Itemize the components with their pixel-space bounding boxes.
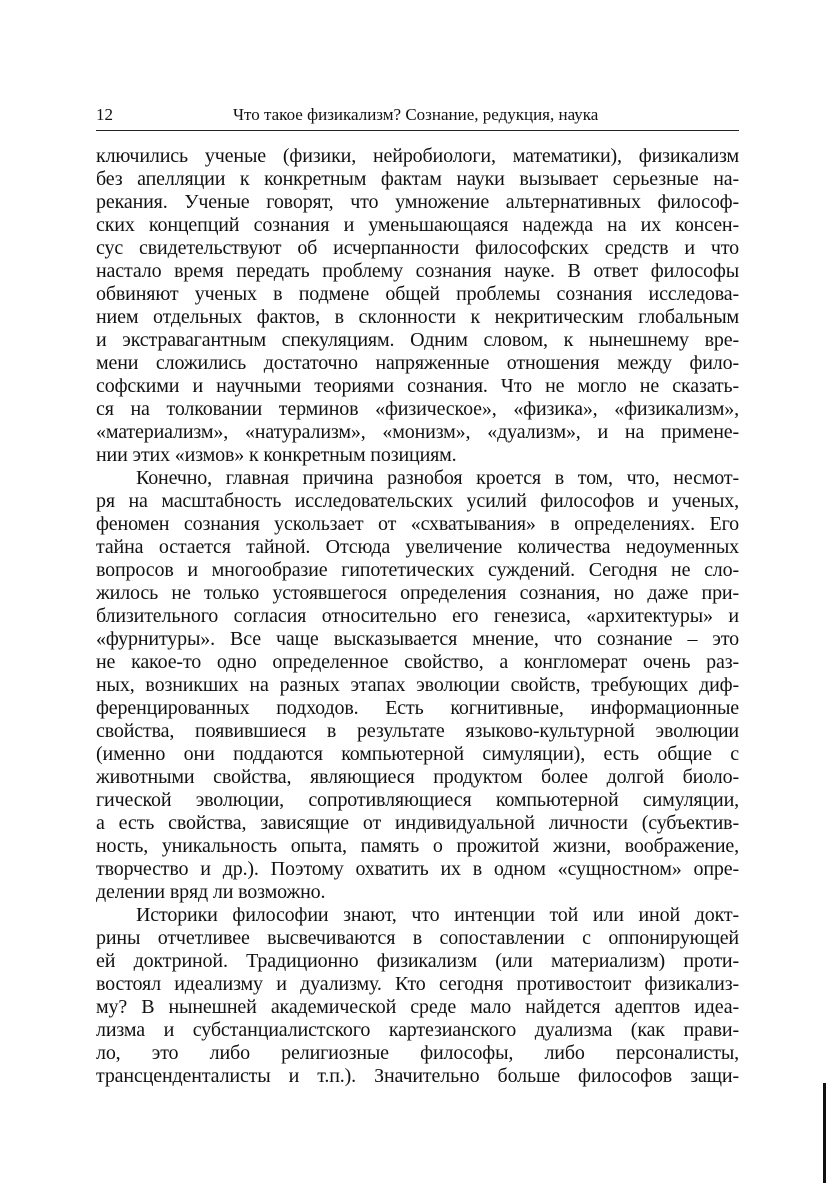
- text-line: ло, это либо религиозные философы, либо персоналисты,: [96, 1042, 739, 1064]
- text-line: рекания. Ученые говорят, что умножение альтернативных философ-: [96, 191, 739, 213]
- text-line: творчество и др.). Поэтому охватить их в одном «сущностном» опре-: [96, 858, 739, 880]
- text-line: феномен сознания ускользает от «схватывания» в определениях. Его: [96, 513, 739, 535]
- text-line: гической эволюции, сопротивляющиеся компьютерной симуляции,: [96, 789, 739, 811]
- text-line: без апелляции к конкретным фактам науки вызывает серьезные на-: [96, 168, 739, 190]
- margin-mark: [823, 1083, 826, 1183]
- text-line: «фурнитуры». Все чаще высказывается мнение, что сознание – это: [96, 628, 739, 650]
- text-line: свойства, появившиеся в результате языково-культурной эволюции: [96, 720, 739, 742]
- text-line: жилось не только устоявшегося определения сознания, но даже при-: [96, 582, 739, 604]
- text-line: «материализм», «натурализм», «монизм», «дуализм», и на примене-: [96, 421, 739, 443]
- text-line: а есть свойства, зависящие от индивидуальной личности (субъектив-: [96, 812, 739, 834]
- text-line: не какое-то одно определенное свойство, а конгломерат очень раз-: [96, 651, 739, 673]
- text-line: софскими и научными теориями сознания. Что не могло не сказать-: [96, 375, 739, 397]
- paragraph: [96, 467, 739, 904]
- text-line: ных, возникших на разных этапах эволюции свойств, требующих диф-: [96, 674, 739, 696]
- text-line: ференцированных подходов. Есть когнитивные, информационные: [96, 697, 739, 719]
- text-line: ключились ученые (физики, нейробиологи, математики), физикализм: [96, 145, 739, 167]
- text-line: трансценденталисты и т.п.). Значительно больше философов защи-: [96, 1065, 739, 1087]
- text-line: ей доктриной. Традиционно физикализм (или материализм) проти-: [96, 950, 739, 972]
- text-line: и экстравагантным спекуляциям. Одним словом, к нынешнему вре-: [96, 329, 739, 351]
- text-line: ря на масштабность исследовательских усилий философов и ученых,: [96, 490, 739, 512]
- text-line: му? В нынешней академической среде мало найдется адептов идеа-: [96, 996, 739, 1018]
- running-header-title: Что такое физикализм? Сознание, редукция, наука: [233, 105, 599, 124]
- book-page: [96, 100, 739, 1088]
- text-line: тайна остается тайной. Отсюда увеличение количества недоуменных: [96, 536, 739, 558]
- text-line: обвиняют ученых в подмене общей проблемы сознания исследова-: [96, 283, 739, 305]
- text-line: Конечно, главная причина разнобоя кроется в том, что, несмот-: [136, 467, 739, 489]
- text-line: делении вряд ли возможно.: [96, 881, 326, 903]
- text-line: лизма и субстанциалистского картезианского дуализма (как прави-: [96, 1019, 739, 1041]
- text-line: (именно они поддаются компьютерной симуляции), есть общие с: [96, 743, 739, 765]
- text-line: сус свидетельствуют об исчерпанности философских средств и что: [96, 237, 739, 259]
- text-line: настало время передать проблему сознания науке. В ответ философы: [96, 260, 739, 282]
- text-line: нием отдельных фактов, в склонности к некритическим глобальным: [96, 306, 739, 328]
- text-line: мени сложились достаточно напряженные отношения между фило-: [96, 352, 739, 374]
- text-line: близительного согласия относительно его генезиса, «архитектуры» и: [96, 605, 739, 627]
- text-line: ся на толковании терминов «физическое», «физика», «физикализм»,: [96, 398, 739, 420]
- text-line: вопросов и многообразие гипотетических суждений. Сегодня не сло-: [96, 559, 739, 581]
- page-number: 12: [96, 105, 113, 124]
- paragraph: [96, 904, 739, 1088]
- text-line: ность, уникальность опыта, память о прожитой жизни, воображение,: [96, 835, 739, 857]
- running-header: [96, 100, 739, 130]
- text-line: животными свойства, являющиеся продуктом более долгой биоло-: [96, 766, 739, 788]
- text-line: востоял идеализму и дуализму. Кто сегодня противостоит физикализ-: [96, 973, 739, 995]
- text-line: рины отчетливее высвечиваются в сопоставлении с оппонирующей: [96, 927, 739, 949]
- text-line: нии этих «измов» к конкретным позициям.: [96, 444, 457, 466]
- header-rule: [96, 130, 739, 131]
- body-text: [96, 145, 739, 1088]
- text-line: ских концепций сознания и уменьшающаяся надежда на их консен-: [96, 214, 739, 236]
- paragraph: [96, 145, 739, 467]
- text-line: Историки философии знают, что интенции той или иной докт-: [136, 904, 739, 926]
